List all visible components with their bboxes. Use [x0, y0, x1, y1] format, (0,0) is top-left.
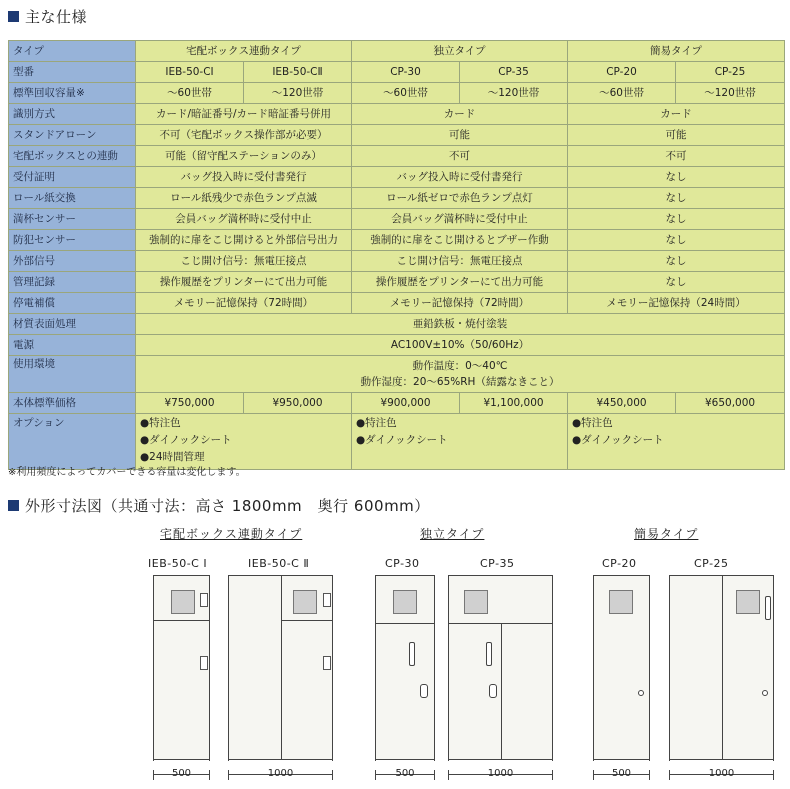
row-label: 電源 [9, 335, 136, 356]
model-cell: CP-35 [460, 62, 568, 83]
price-cell: ¥450,000 [568, 393, 676, 414]
row-label: 停電補償 [9, 293, 136, 314]
base [376, 759, 434, 764]
dimension-label: 500 [171, 768, 192, 779]
price-cell: ¥650,000 [676, 393, 785, 414]
type-cell: 簡易タイプ [568, 41, 785, 62]
type-cell: 独立タイプ [352, 41, 568, 62]
table-row [9, 188, 785, 209]
spec-cell: メモリー記憶保持（72時間） [136, 293, 352, 314]
spec-cell: カード [568, 104, 785, 125]
table-row [9, 293, 785, 314]
type-cell: 宅配ボックス連動タイプ [136, 41, 352, 62]
panel-icon [293, 590, 317, 614]
row-label: 管理記録 [9, 272, 136, 293]
drawing-model-name: IEB-50-C Ⅰ [148, 557, 208, 570]
panel-icon [171, 590, 195, 614]
drawing-group-title: 宅配ボックス連動タイプ [160, 527, 303, 541]
square-bullet-icon [8, 500, 19, 511]
option-item: ●ダイノックシート [140, 434, 232, 446]
dimension-label: 500 [395, 768, 415, 779]
table-row [9, 62, 785, 83]
spec-cell: ロール紙残少で赤色ランプ点滅 [136, 188, 352, 209]
capacity-cell: ～120世帯 [244, 83, 352, 104]
handle-icon [765, 596, 771, 620]
base [229, 759, 332, 764]
spec-cell: なし [568, 167, 785, 188]
row-label: 型番 [9, 62, 136, 83]
table-row [9, 83, 785, 104]
keyhole-icon [762, 690, 768, 696]
spec-table [8, 40, 785, 470]
dimension-line [153, 770, 210, 780]
dimension-line [375, 770, 435, 780]
base [154, 759, 209, 764]
base [449, 759, 552, 764]
environment-cell [136, 356, 785, 393]
drawing-group-title: 独立タイプ [420, 527, 485, 541]
price-cell: ¥1,100,000 [460, 393, 568, 414]
spec-cell: カード [352, 104, 568, 125]
table-row [9, 356, 785, 393]
row-label: 本体標準価格 [9, 393, 136, 414]
divider [501, 623, 502, 760]
dimension-label: 500 [611, 768, 632, 779]
spec-cell: 不可 [352, 146, 568, 167]
lock-icon [420, 684, 428, 698]
price-cell: ¥750,000 [136, 393, 244, 414]
table-row [9, 167, 785, 188]
panel-icon [393, 590, 417, 614]
capacity-cell: ～60世帯 [568, 83, 676, 104]
divider [376, 623, 434, 624]
spec-cell: メモリー記憶保持（24時間） [568, 293, 785, 314]
table-row [9, 272, 785, 293]
row-label: ロール紙交換 [9, 188, 136, 209]
panel-icon [736, 590, 760, 614]
row-label: 標準回収容量※ [9, 83, 136, 104]
table-row [9, 230, 785, 251]
row-label: 材質表面処理 [9, 314, 136, 335]
divider [154, 620, 209, 621]
drawing-model-name: CP-35 [480, 557, 515, 570]
spec-cell: 不可（宅配ボックス操作部が必要） [136, 125, 352, 146]
table-row [9, 125, 785, 146]
keyhole-icon [638, 690, 644, 696]
table-row [9, 104, 785, 125]
spec-cell: なし [568, 251, 785, 272]
base [670, 759, 773, 764]
price-cell: ¥950,000 [244, 393, 352, 414]
spec-cell: なし [568, 272, 785, 293]
spec-cell: ロール紙ゼロで赤色ランプ点灯 [352, 188, 568, 209]
dimension-line [228, 770, 333, 780]
table-row [9, 251, 785, 272]
table-row [9, 335, 785, 356]
dimension-label: 1000 [267, 768, 294, 779]
dimension-line [448, 770, 553, 780]
spec-cell: 操作履歴をプリンターにて出力可能 [136, 272, 352, 293]
row-label: 外部信号 [9, 251, 136, 272]
model-cell: CP-20 [568, 62, 676, 83]
spec-cell: 強制的に扉をこじ開けるとブザー作動 [352, 230, 568, 251]
spec-rows [9, 104, 785, 314]
options-cell [352, 414, 568, 470]
price-cell: ¥900,000 [352, 393, 460, 414]
capacity-cell: ～60世帯 [352, 83, 460, 104]
table-row [9, 314, 785, 335]
surface-cell: 亜鉛鉄板・焼付塗装 [136, 314, 785, 335]
spec-cell: カード/暗証番号/カード暗証番号併用 [136, 104, 352, 125]
dimension-label: 1000 [708, 768, 735, 779]
cabinet-drawing-cp-35 [448, 575, 553, 761]
options-cell [568, 414, 785, 470]
row-label: 使用環境 [9, 356, 136, 393]
capacity-cell: ～120世帯 [460, 83, 568, 104]
table-row [9, 41, 785, 62]
panel-icon [609, 590, 633, 614]
spec-cell: なし [568, 230, 785, 251]
handle-icon [409, 642, 415, 666]
option-item: ●特注色 [356, 417, 397, 429]
spec-cell: なし [568, 209, 785, 230]
row-label: タイプ [9, 41, 136, 62]
spec-cell: 可能（留守配ステーションのみ） [136, 146, 352, 167]
row-label: オプション [9, 414, 136, 470]
spec-cell: バッグ投入時に受付書発行 [136, 167, 352, 188]
table-row [9, 146, 785, 167]
capacity-cell: ～60世帯 [136, 83, 244, 104]
spec-cell: 可能 [352, 125, 568, 146]
row-label: 満杯センサー [9, 209, 136, 230]
option-item: ●ダイノックシート [356, 434, 448, 446]
option-item: ●24時間管理 [140, 451, 205, 463]
lock-icon [489, 684, 497, 698]
latch-icon [323, 593, 331, 607]
table-row [9, 393, 785, 414]
capacity-cell: ～120世帯 [676, 83, 785, 104]
divider [281, 576, 282, 760]
footnote: ※利用頻度によってカバーできる容量は変化します。 [8, 467, 246, 478]
spec-cell: 操作履歴をプリンターにて出力可能 [352, 272, 568, 293]
section-title-dimensions [8, 495, 430, 516]
cabinet-drawing-cp-30 [375, 575, 435, 761]
section-title-text: 主な仕様 [25, 8, 88, 26]
model-cell: IEB-50-CⅡ [244, 62, 352, 83]
spec-cell: 可能 [568, 125, 785, 146]
drawing-group-title: 簡易タイプ [634, 527, 699, 541]
spec-cell: こじ開け信号：無電圧接点 [136, 251, 352, 272]
dimension-line [669, 770, 774, 780]
dimension-line [593, 770, 650, 780]
row-label: 識別方式 [9, 104, 136, 125]
divider [449, 623, 552, 624]
spec-cell: バッグ投入時に受付書発行 [352, 167, 568, 188]
panel-icon [464, 590, 488, 614]
model-cell: CP-25 [676, 62, 785, 83]
row-label: スタンドアローン [9, 125, 136, 146]
cabinet-drawing-cp-20 [593, 575, 650, 761]
spec-cell: 会員バッグ満杯時に受付中止 [136, 209, 352, 230]
spec-cell: 会員バッグ満杯時に受付中止 [352, 209, 568, 230]
drawing-model-name: CP-25 [694, 557, 729, 570]
divider [281, 620, 332, 621]
spec-cell: こじ開け信号：無電圧接点 [352, 251, 568, 272]
latch-icon [323, 656, 331, 670]
environment-line: 動作温度：0～40℃ [412, 360, 508, 372]
cabinet-drawing-ieb-50-c2 [228, 575, 333, 761]
table-row [9, 209, 785, 230]
cabinet-drawing-cp-25 [669, 575, 774, 761]
row-label: 宅配ボックスとの連動 [9, 146, 136, 167]
option-item: ●特注色 [572, 417, 613, 429]
model-cell: CP-30 [352, 62, 460, 83]
spec-cell: 強制的に扉をこじ開けると外部信号出力 [136, 230, 352, 251]
option-item: ●特注色 [140, 417, 181, 429]
handle-icon [486, 642, 492, 666]
spec-cell: なし [568, 188, 785, 209]
spec-cell: 不可 [568, 146, 785, 167]
row-label: 防犯センサー [9, 230, 136, 251]
section-title-text: 外形寸法図（共通寸法：高さ 1800mm 奥行 600mm） [25, 497, 430, 515]
dimension-label: 1000 [487, 768, 514, 779]
cabinet-drawing-ieb-50-c1 [153, 575, 210, 761]
power-cell: AC100V±10%（50/60Hz） [136, 335, 785, 356]
table-row [9, 414, 785, 470]
model-cell: IEB-50-CⅠ [136, 62, 244, 83]
base [594, 759, 649, 764]
latch-icon [200, 656, 208, 670]
drawing-model-name: IEB-50-C Ⅱ [248, 557, 310, 570]
option-item: ●ダイノックシート [572, 434, 664, 446]
divider [722, 576, 723, 760]
square-bullet-icon [8, 11, 19, 22]
drawing-model-name: CP-30 [385, 557, 420, 570]
latch-icon [200, 593, 208, 607]
drawing-model-name: CP-20 [602, 557, 637, 570]
spec-cell: メモリー記憶保持（72時間） [352, 293, 568, 314]
section-title-specs [8, 6, 87, 27]
options-cell [136, 414, 352, 470]
row-label: 受付証明 [9, 167, 136, 188]
environment-line: 動作湿度：20～65%RH（結露なきこと） [360, 376, 560, 388]
